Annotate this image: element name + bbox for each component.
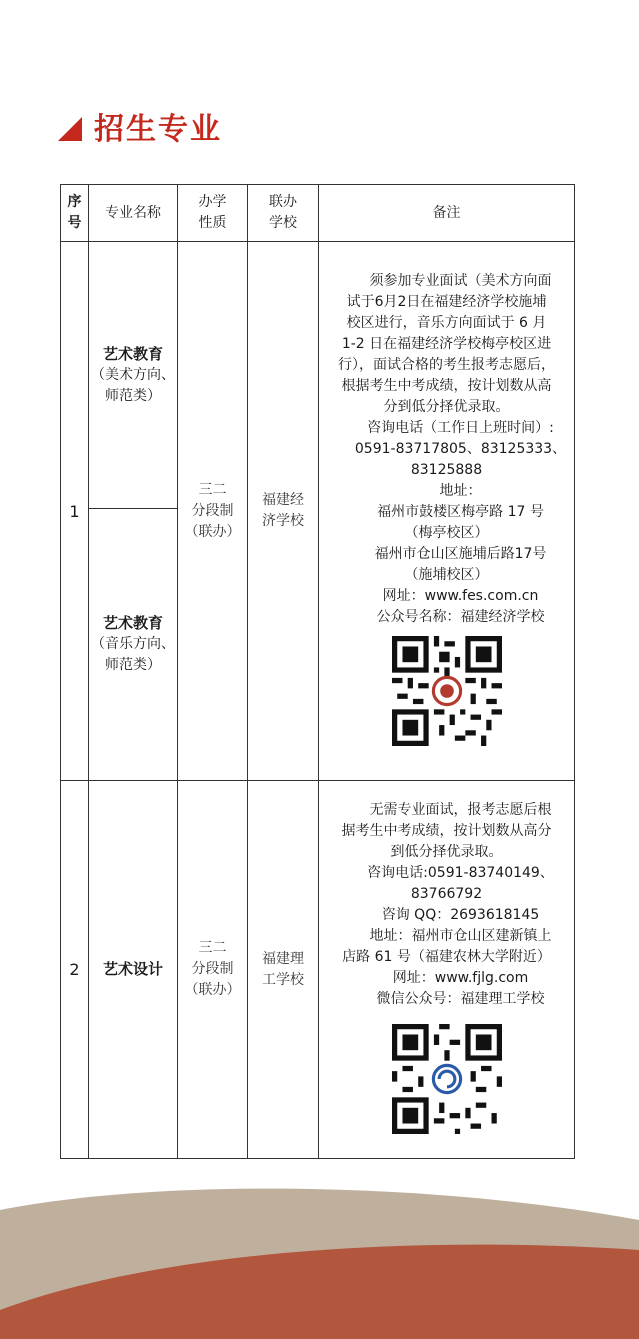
row1-seq: 1 [61, 242, 89, 781]
qr-code-icon [392, 636, 502, 746]
header-major: 专业名称 [89, 185, 178, 242]
header-nature: 办学 性质 [178, 185, 248, 242]
row2-seq: 2 [61, 781, 89, 1159]
row2-major: 艺术设计 [89, 781, 178, 1159]
table-row [61, 242, 575, 509]
admission-table [60, 184, 575, 1159]
table-row [61, 781, 575, 1159]
row1-major-music: 艺术教育 （音乐方向、 师范类） [89, 509, 178, 781]
table-header-row [61, 185, 575, 242]
row2-notes: 无需专业面试，报考志愿后根 据考生中考成绩，按计划数从高分 到低分择优录取。 咨询电话:0591-83740149、 83766792 咨询 QQ：2693618145 地址：福州市仓山区建新镇上 店路 61 号（福建农林大学附近） 网址：www.fjlg.com 微信公众号：福建理工学校 [319, 781, 575, 1159]
header-school: 联办 学校 [248, 185, 319, 242]
header-notes: 备注 [319, 185, 575, 242]
row2-nature: 三二 分段制 （联办） [178, 781, 248, 1159]
triangle-icon [58, 117, 82, 141]
decorative-swoosh [0, 1180, 639, 1339]
section-title: 招生专业 [94, 112, 222, 147]
row1-school: 福建经 济学校 [248, 242, 319, 781]
row2-school: 福建理 工学校 [248, 781, 319, 1159]
row1-nature: 三二 分段制 （联办） [178, 242, 248, 781]
row1-notes: 须参加专业面试（美术方向面 试于6月2日在福建经济学校施埔 校区进行，音乐方向面试于 6 月 1-2 日在福建经济学校梅亭校区进 行），面试合格的考生报考志愿后， 根据考生中考成绩，按计划数从高 分到低分择优录取。 咨询电话（工作日上班时间）: 0591-83717805、83125333、 83125888 地址： 福州市鼓楼区梅亭路 17 号 （梅亭校区） 福州市仓山区施埔后路17号 （施埔校区） 网址：www.fes.com.cn 公众号名称：福建经济学校 [319, 242, 575, 781]
header-seq: 序 号 [61, 185, 89, 242]
section-header [58, 106, 222, 146]
qr-code-icon [392, 1024, 502, 1134]
row1-major-art: 艺术教育 （美术方向、 师范类） [89, 242, 178, 509]
